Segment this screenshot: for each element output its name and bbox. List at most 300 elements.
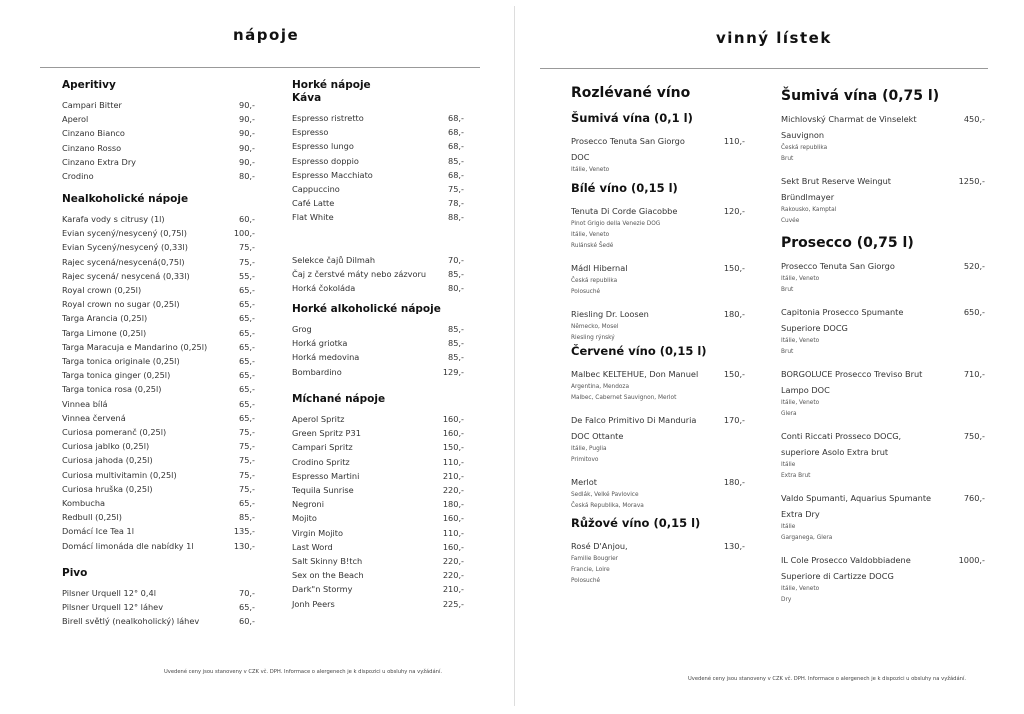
wine-detail: Malbec, Cabernet Sauvignon, Merlot [571, 395, 677, 401]
item-name: Cinzano Extra Dry [62, 156, 137, 167]
section-mixed-drinks [292, 393, 464, 611]
item-price: 85,- [448, 155, 464, 166]
section-subheading: Káva [292, 92, 322, 104]
menu-item [62, 368, 255, 382]
wine-price: 180,- [723, 477, 745, 487]
item-name: Curiosa hruška (0,25l) [62, 483, 153, 494]
wine-item [781, 304, 985, 358]
section-sparkling-glass [571, 111, 745, 184]
drinks-page-title: nápoje [233, 26, 300, 44]
section-tea [292, 253, 464, 296]
item-name: Pilsner Urquell 12° láhev [62, 602, 164, 613]
menu-item [292, 322, 464, 336]
menu-item [292, 582, 464, 596]
item-price: 160,- [442, 428, 464, 439]
drinks-column-2 [292, 0, 464, 640]
wine-detail: Itálie, Veneto [781, 276, 820, 282]
section-hot-drinks [292, 79, 464, 225]
drinks-column-1 [62, 0, 255, 640]
menu-item [62, 354, 255, 368]
menu-item [62, 397, 255, 411]
wine-price: 520,- [963, 261, 985, 271]
menu-item [292, 336, 464, 350]
wine-column-2 [781, 0, 985, 640]
page-divider [514, 6, 515, 706]
wine-item [781, 258, 985, 296]
menu-item [62, 382, 255, 396]
menu-item [62, 539, 255, 553]
wine-name: Michlovský Charmat de Vinselekt [781, 114, 917, 124]
menu-item [62, 126, 255, 140]
wine-detail: Itálie, Veneto [781, 400, 820, 406]
menu-item [292, 511, 464, 525]
item-name: Curiosa multivitamin (0,25l) [62, 469, 177, 480]
wine-name: Mádl Hibernal [571, 263, 628, 273]
item-price: 150,- [442, 442, 464, 453]
item-name: Café Latte [292, 198, 335, 209]
menu-item [292, 526, 464, 540]
wine-detail: Itálie [781, 462, 796, 468]
wine-footer-note: Uvedené ceny jsou stanoveny v CZK vč. DPH. Informace o alergenech je k dispozici u obsluhy na vyžádání. [688, 676, 967, 682]
drinks-footer-note: Uvedené ceny jsou stanoveny v CZK vč. DPH. Informace o alergenech je k dispozici u obsluhy na vyžádání. [164, 669, 443, 675]
item-price: 65,- [239, 299, 255, 310]
wine-item [781, 173, 985, 227]
item-name: Horká čokoláda [292, 283, 356, 294]
item-name: Cinzano Rosso [62, 142, 122, 153]
menu-item [62, 468, 255, 482]
item-name: Curiosa jahoda (0,25l) [62, 455, 153, 466]
item-name: Evian sycený/nesycený (0,75l) [62, 228, 187, 239]
wine-price: 150,- [723, 369, 745, 379]
menu-item [292, 139, 464, 153]
section-sparkling-bottle [781, 87, 985, 235]
item-name: Cappuccino [292, 184, 340, 195]
menu-item [62, 112, 255, 126]
item-price: 60,- [239, 616, 255, 627]
item-price: 110,- [442, 527, 464, 538]
item-name: Birell světlý (nealkoholický) láhev [62, 616, 200, 627]
item-price: 160,- [442, 513, 464, 524]
item-name: Royal crown no sugar (0,25l) [62, 299, 180, 310]
wine-detail: Polosuché [571, 578, 601, 584]
wine-detail: Cuvée [781, 218, 800, 224]
wine-item [571, 474, 745, 512]
wine-name: Malbec KELTEHUE, Don Manuel [571, 369, 699, 379]
section-heading: Šumivá vína (0,75 l) [781, 88, 940, 104]
menu-item [292, 568, 464, 582]
wine-detail: Sedlák, Velké Pavlovice [571, 492, 639, 498]
section-nealko [62, 193, 255, 553]
menu-item [62, 510, 255, 524]
wine-item [781, 490, 985, 544]
item-name: Espresso ristretto [292, 113, 364, 123]
item-price: 129,- [442, 366, 464, 377]
wine-price: 760,- [963, 493, 985, 503]
wine-price: 130,- [723, 541, 745, 551]
menu-item [292, 154, 464, 168]
item-name: Rajec sycená/nesycená(0,75l) [62, 256, 185, 267]
wine-detail: Itálie, Veneto [571, 167, 610, 173]
item-price: 75,- [239, 483, 255, 494]
wine-item [781, 552, 985, 606]
item-price: 220,- [442, 556, 464, 567]
menu-item [292, 111, 464, 125]
item-name: Jonh Peers [292, 598, 335, 609]
wine-detail: Garganega, Glera [781, 535, 833, 541]
wine-detail: Itálie, Veneto [781, 586, 820, 592]
wine-column-1 [571, 0, 745, 640]
wine-name: Extra Dry [781, 509, 820, 519]
item-price: 65,- [239, 398, 255, 409]
menu-item [292, 554, 464, 568]
item-name: Karafa vody s citrusy (1l) [62, 214, 165, 224]
item-name: Crodino Spritz [292, 456, 350, 467]
section-heading: Pivo [62, 567, 88, 579]
item-price: 75,- [239, 427, 255, 438]
section-heading: Horké nápoje [292, 79, 371, 91]
menu-item [62, 240, 255, 254]
menu-item [292, 365, 464, 379]
wine-name: Superiore DOCG [781, 323, 848, 333]
item-price: 78,- [448, 198, 464, 209]
wine-name: Valdo Spumanti, Aquarius Spumante [781, 493, 932, 503]
item-price: 68,- [448, 127, 464, 138]
item-price: 65,- [239, 341, 255, 352]
item-price: 100,- [233, 228, 255, 239]
item-name: Aperol Spritz [292, 414, 345, 424]
wine-name: Sauvignon [781, 130, 825, 140]
item-name: Targa Limone (0,25l) [62, 327, 147, 338]
wine-detail: Německo, Mosel [571, 324, 619, 330]
item-price: 65,- [239, 602, 255, 613]
wine-name: superiore Asolo Extra brut [781, 447, 889, 457]
menu-item [62, 586, 255, 600]
item-name: Flat White [292, 212, 334, 223]
menu-item [62, 326, 255, 340]
section-red-glass [571, 344, 745, 520]
wine-price: 180,- [723, 309, 745, 319]
item-price: 85,- [239, 512, 255, 523]
item-price: 220,- [442, 485, 464, 496]
menu-item [292, 455, 464, 469]
item-name: Rajec sycená/ nesycená (0,33l) [62, 270, 190, 281]
menu-item [62, 340, 255, 354]
wine-price: 450,- [963, 114, 985, 124]
wine-price: 1000,- [958, 555, 985, 565]
menu-item [62, 297, 255, 311]
menu-item [292, 497, 464, 511]
wine-detail: Familie Bougrier [571, 556, 619, 562]
item-name: Salt Skinny B!tch [292, 556, 363, 567]
wine-name: BORGOLUCE Prosecco Treviso Brut [781, 369, 923, 379]
section-heading: Míchané nápoje [292, 393, 386, 405]
menu-item [62, 141, 255, 155]
wine-name: De Falco Primitivo Di Manduria [571, 415, 697, 425]
item-name: Targa tonica rosa (0,25l) [62, 384, 162, 395]
wine-detail: Argentina, Mendoza [571, 384, 630, 390]
wine-price: 170,- [723, 415, 745, 425]
item-name: Pilsner Urquell 12° 0,4l [62, 588, 156, 598]
item-name: Campari Spritz [292, 442, 353, 453]
section-heading: Nealkoholické nápoje [62, 193, 189, 205]
item-price: 220,- [442, 570, 464, 581]
item-price: 85,- [448, 338, 464, 349]
menu-item [292, 426, 464, 440]
menu-item [292, 440, 464, 454]
item-price: 70,- [239, 588, 255, 598]
menu-item [292, 597, 464, 611]
wine-name: Lampo DOC [781, 385, 830, 395]
wine-name: Prosecco Tenuta San Giorgo [781, 261, 895, 271]
item-price: 85,- [448, 324, 464, 334]
menu-item [292, 168, 464, 182]
menu-item [62, 155, 255, 169]
menu-item [62, 226, 255, 240]
menu-item [62, 255, 255, 269]
item-price: 75,- [239, 242, 255, 253]
wine-price: 150,- [723, 263, 745, 273]
menu-item [62, 600, 255, 614]
section-heading: Šumivá vína (0,1 l) [571, 111, 693, 125]
wine-price: 650,- [963, 307, 985, 317]
wine-detail: Pinot Grigio della Venezie DOG [571, 221, 661, 227]
item-price: 60,- [239, 214, 255, 224]
item-price: 210,- [442, 470, 464, 481]
wine-detail: Dry [781, 597, 792, 603]
menu-item [62, 169, 255, 183]
wine-name: Riesling Dr. Loosen [571, 309, 649, 319]
menu-item [292, 281, 464, 295]
menu-item [292, 540, 464, 554]
wine-detail: Brut [781, 156, 794, 162]
item-price: 90,- [239, 156, 255, 167]
item-name: Evian Sycený/nesycený (0,33l) [62, 242, 188, 253]
wine-detail: Itálie, Veneto [571, 232, 610, 238]
item-name: Vinnea červená [62, 412, 126, 423]
wine-price: 110,- [723, 136, 745, 146]
wine-price: 120,- [723, 206, 745, 216]
item-name: Targa Maracuja e Mandarino (0,25l) [62, 341, 208, 352]
section-heading: Horké alkoholické nápoje [292, 303, 441, 315]
section-heading: Aperitivy [62, 79, 116, 91]
menu-item [62, 411, 255, 425]
section-hot-alcohol [292, 303, 464, 379]
wine-detail: Riesling rýnský [571, 335, 615, 341]
item-name: Curiosa pomeranč (0,25l) [62, 427, 167, 438]
wine-detail: Glera [781, 411, 797, 417]
item-price: 65,- [239, 313, 255, 324]
wine-detail: Primitovo [571, 457, 599, 463]
menu-item [62, 453, 255, 467]
item-price: 90,- [239, 128, 255, 139]
section-heading: Prosecco (0,75 l) [781, 235, 914, 251]
section-rose-glass [571, 516, 745, 595]
wine-detail: Francie, Loire [571, 567, 610, 573]
wine-item [571, 538, 745, 587]
wine-detail: Itálie, Puglia [571, 446, 607, 452]
section-heading: Červené víno (0,15 l) [571, 344, 707, 358]
item-price: 65,- [239, 498, 255, 509]
item-name: Espresso Macchiato [292, 169, 373, 180]
wine-detail: Itálie, Veneto [781, 338, 820, 344]
item-price: 90,- [239, 100, 255, 110]
item-price: 75,- [239, 441, 255, 452]
item-name: Targa tonica originale (0,25l) [62, 356, 180, 367]
item-name: Horká griotka [292, 338, 348, 349]
item-name: Espresso doppio [292, 155, 359, 166]
wine-page-title: vinný lístek [716, 29, 832, 47]
item-name: Espresso [292, 127, 329, 138]
item-price: 65,- [239, 285, 255, 296]
wine-item [571, 412, 745, 466]
item-price: 85,- [448, 269, 464, 280]
wine-name: Conti Riccati Prosseco DOCG, [781, 431, 902, 441]
wine-detail: Česká Republika, Morava [571, 503, 644, 509]
item-name: Mojito [292, 513, 317, 524]
item-name: Espresso lungo [292, 141, 354, 152]
item-price: 110,- [442, 456, 464, 467]
wine-name: IL Cole Prosecco Valdobbiadene [781, 555, 911, 565]
wine-name: Sekt Brut Reserve Weingut [781, 176, 891, 186]
wine-detail: Itálie [781, 524, 796, 530]
wine-item [571, 366, 745, 404]
menu-item [62, 212, 255, 226]
menu-item [292, 210, 464, 224]
item-price: 65,- [239, 356, 255, 367]
wine-name: DOC [571, 152, 590, 162]
item-price: 70,- [448, 255, 464, 265]
wine-detail: Brut [781, 287, 794, 293]
item-name: Last Word [292, 541, 333, 552]
item-price: 65,- [239, 412, 255, 423]
menu-item [292, 469, 464, 483]
wine-detail: Extra Brut [781, 473, 811, 479]
item-price: 135,- [233, 526, 255, 537]
wine-name: DOC Ottante [571, 431, 624, 441]
item-name: Targa Arancia (0,25l) [62, 313, 148, 324]
menu-item [292, 182, 464, 196]
item-price: 210,- [442, 584, 464, 595]
menu-item [62, 524, 255, 538]
wine-item [781, 428, 985, 482]
item-name: Espresso Martini [292, 470, 360, 481]
section-white-glass [571, 181, 745, 352]
item-name: Tequila Sunrise [292, 485, 354, 496]
item-price: 75,- [239, 256, 255, 267]
menu-item [292, 196, 464, 210]
item-price: 225,- [442, 598, 464, 609]
menu-item [62, 425, 255, 439]
wine-name: Superiore di Cartizze DOCG [781, 571, 894, 581]
wine-item [571, 306, 745, 344]
section-pivo [62, 567, 255, 629]
menu-item [62, 98, 255, 112]
item-name: Redbull (0,25l) [62, 512, 122, 523]
item-price: 55,- [239, 270, 255, 281]
wine-price: 750,- [963, 431, 985, 441]
wine-price: 1250,- [958, 176, 985, 186]
item-price: 180,- [442, 499, 464, 510]
item-name: Curiosa jablko (0,25l) [62, 441, 150, 452]
menu-item [292, 253, 464, 267]
wine-detail: Rulánské Šedé [571, 243, 614, 249]
wine-detail: Brut [781, 349, 794, 355]
wine-name: Bründlmayer [781, 192, 835, 202]
item-price: 75,- [239, 455, 255, 466]
wine-name: Rosé D'Anjou, [571, 541, 628, 551]
menu-item [292, 483, 464, 497]
item-name: Horká medovina [292, 352, 360, 363]
item-name: Kombucha [62, 498, 106, 509]
menu-item [62, 283, 255, 297]
item-name: Bombardino [292, 366, 342, 377]
menu-item [292, 412, 464, 426]
menu-item [62, 269, 255, 283]
item-name: Dark"n Stormy [292, 584, 353, 595]
menu-item [292, 267, 464, 281]
item-name: Virgin Mojito [292, 527, 344, 538]
menu-item [292, 125, 464, 139]
item-price: 65,- [239, 327, 255, 338]
wine-item [571, 133, 745, 176]
wine-item [571, 203, 745, 252]
item-price: 65,- [239, 370, 255, 381]
by-glass-title: Rozlévané víno [571, 85, 691, 101]
wine-name: Prosecco Tenuta San Giorgo [571, 136, 685, 146]
wine-price: 710,- [963, 369, 985, 379]
item-name: Campari Bitter [62, 100, 122, 110]
item-name: Domácí Ice Tea 1l [62, 526, 134, 537]
item-price: 90,- [239, 142, 255, 153]
item-name: Domácí limonáda dle nabídky 1l [62, 540, 194, 551]
menu-item [62, 496, 255, 510]
item-price: 68,- [448, 169, 464, 180]
item-price: 68,- [448, 141, 464, 152]
section-heading: Bílé víno (0,15 l) [571, 181, 678, 195]
item-name: Grog [292, 324, 312, 334]
menu-item [62, 614, 255, 628]
menu-item [62, 482, 255, 496]
wine-detail: Česká republika [571, 278, 618, 284]
wine-detail: Polosuché [571, 289, 601, 295]
menu-item [292, 350, 464, 364]
item-price: 160,- [442, 541, 464, 552]
item-price: 75,- [239, 469, 255, 480]
item-name: Crodino [62, 171, 94, 182]
item-price: 130,- [233, 540, 255, 551]
wine-item [781, 111, 985, 165]
item-price: 80,- [448, 283, 464, 294]
wine-detail: Česká republika [781, 145, 828, 151]
menu-item [62, 439, 255, 453]
item-price: 68,- [448, 113, 464, 123]
item-price: 160,- [442, 414, 464, 424]
menu-item [62, 311, 255, 325]
item-price: 85,- [448, 352, 464, 363]
wine-name: Capitonia Prosecco Spumante [781, 307, 904, 317]
item-name: Aperol [62, 114, 89, 125]
wine-item [571, 260, 745, 298]
section-prosecco-bottle [781, 234, 985, 614]
item-name: Sex on the Beach [292, 570, 364, 581]
item-name: Targa tonica ginger (0,25l) [62, 370, 171, 381]
wine-name: Tenuta Di Corde Giacobbe [571, 206, 678, 216]
item-price: 65,- [239, 384, 255, 395]
item-price: 75,- [448, 184, 464, 195]
item-name: Čaj z čerstvé máty nebo zázvoru [292, 269, 427, 280]
item-name: Negroni [292, 499, 325, 510]
item-name: Selekce čajů Dilmah [292, 255, 376, 265]
